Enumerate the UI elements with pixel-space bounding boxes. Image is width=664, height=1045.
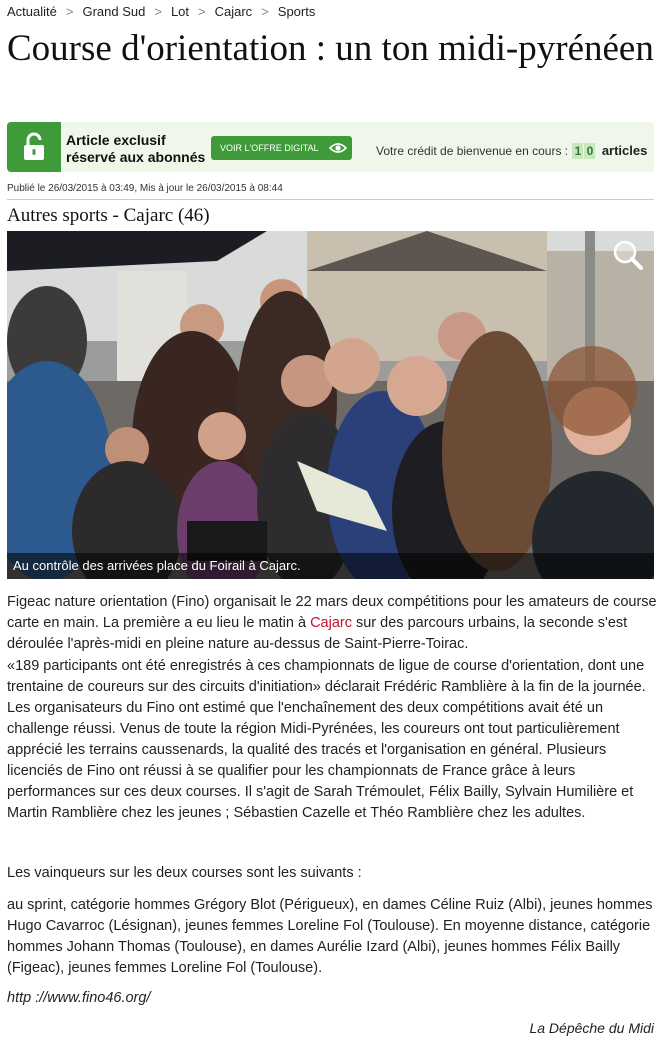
exclusive-line-1: Article exclusif: [66, 132, 166, 148]
breadcrumb: [7, 4, 315, 19]
breadcrumb-separator: >: [198, 4, 206, 19]
cajarc-link[interactable]: Cajarc: [310, 615, 352, 631]
lock-icon: [22, 132, 46, 162]
credit-label: Votre crédit de bienvenue en cours :: [376, 144, 569, 158]
paragraph: [7, 592, 657, 655]
exclusive-line-2: réservé aux abonnés: [66, 149, 206, 165]
welcome-credit: [376, 143, 647, 159]
breadcrumb-separator: >: [261, 4, 269, 19]
digital-offer-button[interactable]: [211, 136, 352, 160]
breadcrumb-actualite[interactable]: Actualité: [7, 4, 57, 19]
eye-icon: [329, 142, 347, 154]
website-text: http ://www.fino46.org/: [7, 990, 151, 1006]
source-signature: La Dépêche du Midi: [529, 1020, 654, 1036]
credit-digit: 0: [584, 143, 595, 159]
breadcrumb-sports[interactable]: Sports: [277, 4, 316, 19]
publish-date: Publié le 26/03/2015 à 03:49, Mis à jour le 26/03/2015 à 08:44: [7, 183, 283, 194]
digital-offer-label: VOIR L'OFFRE DIGITAL: [220, 143, 319, 153]
lock-box: [7, 122, 61, 172]
paragraph-text: sur des parcours urbains, la seconde s'est déroulée l'après-midi en pleine nature au-dessus de Saint-Pierre-Toirac.: [7, 615, 628, 652]
exclusive-label: [66, 132, 205, 166]
photo-scene: [7, 231, 654, 579]
breadcrumb-cajarc[interactable]: Cajarc: [214, 4, 253, 19]
credit-unit: articles: [601, 143, 648, 158]
paragraph: «189 participants ont été enregistrés à ces championnats de ligue de course d'orientation, dont une trentaine de coureurs sur des circuits d'initiation» déclarait Frédéric Ramblière à la fin de la journée. Les organisateurs du Fino ont estimé que l'enchaînement des deux compétitions avait été un challenge réussi. Venus de toute la région Midi-Pyrénées, les coureurs ont tout particulièrement apprécié les terrains caussenards, la qualité des tracés et l'organisation en général. Plusieurs licenciés de Fino ont réussi à se qualifier pour les championnats de France grâce à leurs performances sur ces deux courses. Il s'agit de Sarah Trémoulet, Félix Bailly, Sylvain Humilière et Martin Ramblière chez les jeunes ; Sébastien Cazelle et Théo Ramblière chez les adultes.: [7, 658, 646, 821]
section-label: Autres sports - Cajarc (46): [7, 205, 210, 226]
divider: [7, 199, 654, 200]
article-title: Course d'orientation : un ton midi-pyrénéen: [7, 28, 654, 69]
breadcrumb-grand-sud[interactable]: Grand Sud: [82, 4, 146, 19]
breadcrumb-separator: >: [154, 4, 162, 19]
breadcrumb-separator: >: [65, 4, 74, 19]
article-photo[interactable]: [7, 231, 654, 579]
paragraph: au sprint, catégorie hommes Grégory Blot (Périgueux), en dames Céline Ruiz (Albi), jeunes hommes Hugo Cavarroc (Lésignan), jeunes femmes Loreline Fol (Toulouse). En moyenne distance, catégorie hommes Johann Thomas (Toulouse), en dames Aurélie Izard (Albi), jeunes hommes Félix Bailly (Figeac), jeunes femmes Loreline Fol (Toulouse).: [7, 897, 653, 976]
paragraph-text: Figeac nature orientation (Fino) organisait le 22 mars deux compétitions pour les amateurs de course carte en main. La première a eu lieu le matin à: [7, 594, 657, 631]
subscriber-banner: [7, 122, 654, 172]
photo-caption: Au contrôle des arrivées place du Foirail à Cajarc.: [7, 553, 654, 579]
zoom-icon[interactable]: [612, 239, 644, 271]
breadcrumb-lot[interactable]: Lot: [170, 4, 190, 19]
credit-digit: 1: [572, 143, 583, 159]
paragraph: Les vainqueurs sur les deux courses sont les suivants :: [7, 865, 362, 881]
